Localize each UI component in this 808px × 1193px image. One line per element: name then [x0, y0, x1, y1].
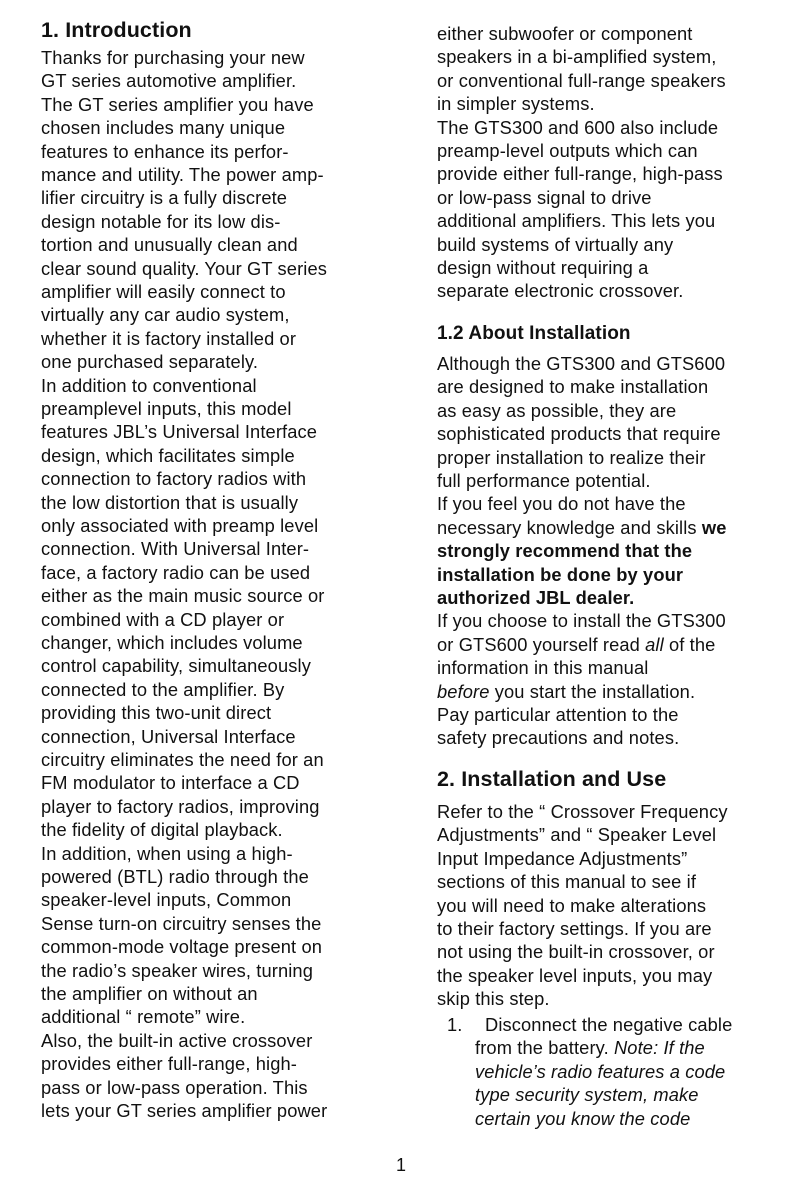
body-line: preamp-level outputs which can [437, 140, 698, 161]
body-line: design notable for its low dis- [41, 210, 281, 232]
body-line: player to factory radios, improving [41, 795, 320, 817]
body-line: either subwoofer or component [437, 23, 693, 44]
body-line: The GT series amplifier you have [41, 93, 314, 115]
body-line: provides either full-range, high- [41, 1053, 297, 1075]
body-line: Refer to the “ Crossover Frequency [437, 801, 728, 822]
body-line: or low-pass signal to drive [437, 186, 652, 208]
body-line: Input Impedance Adjustments” [437, 847, 688, 869]
body-line: information in this manual [437, 657, 649, 679]
body-line: lifier circuitry is a fully discrete [41, 187, 288, 209]
body-line: Also, the built-in active crossover [41, 1029, 313, 1051]
body-line: tortion and unusually clean and [41, 234, 298, 256]
body-line: speakers in a bi-amplified system, [437, 46, 717, 68]
body-line: GT series automotive amplifier. [41, 70, 297, 92]
step-number: 1. [447, 1014, 463, 1035]
body-line: The GTS300 and 600 also include [437, 116, 719, 138]
body-line: amplifier will easily connect to [41, 281, 286, 302]
body-text: you start the installation. [489, 680, 696, 702]
body-line: as easy as possible, they are [437, 399, 677, 421]
body-line: full performance potential. [437, 470, 651, 491]
body-line: connection. With Universal Inter- [41, 538, 310, 560]
italic-text: all [645, 633, 664, 655]
body-line: one purchased separately. [41, 351, 259, 373]
body-text: or GTS600 yourself read [437, 633, 646, 655]
body-line: face, a factory radio can be used [41, 561, 311, 583]
body-line: common-mode voltage present on [41, 936, 323, 958]
body-line: sections of this manual to see if [437, 871, 697, 893]
body-line: design without requiring a [437, 257, 649, 278]
body-line: additional amplifiers. This lets you [437, 210, 716, 232]
body-line: control capability, simultaneously [41, 655, 311, 677]
note-line: type security system, make [475, 1084, 699, 1106]
body-line: you will need to make alterations [437, 894, 707, 916]
recommendation-line: strongly recommend that the [437, 540, 693, 562]
body-line: separate electronic crossover. [437, 280, 684, 302]
body-line: In addition, when using a high- [41, 842, 293, 864]
body-line: lets your GT series amplifier power [41, 1100, 328, 1121]
body-line: whether it is factory installed or [41, 327, 297, 349]
body-line: the amplifier on without an [41, 983, 258, 1004]
body-line: chosen includes many unique [41, 117, 286, 139]
body-line: sophisticated products that require [437, 423, 721, 445]
body-line: skip this step. [437, 988, 550, 1010]
body-line: powered (BTL) radio through the [41, 866, 309, 887]
body-line: combined with a CD player or [41, 608, 285, 630]
body-line: Thanks for purchasing your new [41, 47, 305, 68]
note-text: Note: If the [613, 1037, 705, 1059]
body-line: providing this two-unit direct [41, 702, 272, 724]
body-line: connected to the amplifier. By [41, 678, 285, 700]
note-line: certain you know the code [475, 1107, 691, 1129]
section-heading-installation-and-use: 2. Installation and Use [437, 767, 667, 791]
body-line: preamplevel inputs, this model [41, 398, 292, 419]
body-line: virtually any car audio system, [41, 304, 290, 326]
body-line: Adjustments” and “ Speaker Level [437, 824, 717, 846]
body-line: proper installation to realize their [437, 446, 706, 468]
body-line: features JBL’s Universal Interface [41, 421, 318, 443]
recommendation-line: installation be done by your [437, 563, 684, 585]
body-line: FM modulator to interface a CD [41, 772, 300, 794]
body-line: build systems of virtually any [437, 233, 674, 255]
body-line: mance and utility. The power amp- [41, 164, 324, 185]
body-line: If you choose to install the GTS300 [437, 610, 726, 632]
body-line: not using the built-in crossover, or [437, 941, 715, 963]
body-line: circuitry eliminates the need for an [41, 749, 324, 770]
recommendation-line: authorized JBL dealer. [437, 587, 635, 608]
body-line: or conventional full-range speakers [437, 69, 726, 91]
body-line [437, 633, 715, 656]
body-line: additional “ remote” wire. [41, 1006, 246, 1028]
body-line: pass or low-pass operation. This [41, 1076, 308, 1098]
italic-text: before [437, 680, 490, 702]
body-line: features to enhance its perfor- [41, 140, 289, 162]
body-text: of the [663, 633, 716, 655]
body-line: In addition to conventional [41, 374, 257, 396]
body-line: are designed to make installation [437, 376, 709, 398]
body-line: connection to factory radios with [41, 468, 307, 490]
body-line: connection, Universal Interface [41, 725, 296, 747]
note-line: vehicle’s radio features a code [475, 1060, 726, 1082]
step-1-line [447, 1013, 732, 1036]
body-line: Sense turn-on circuitry senses the [41, 912, 322, 934]
body-line: clear sound quality. Your GT series [41, 257, 328, 279]
body-line [437, 680, 695, 703]
section-heading-introduction: 1. Introduction [41, 18, 192, 42]
body-line: only associated with preamp level [41, 515, 319, 536]
body-line: speaker-level inputs, Common [41, 889, 292, 911]
body-line: either as the main music source or [41, 585, 325, 607]
body-line: provide either full-range, high-pass [437, 163, 723, 185]
body-line: the radio’s speaker wires, turning [41, 959, 314, 981]
body-line: changer, which includes volume [41, 632, 303, 653]
body-line: design, which facilitates simple [41, 444, 295, 466]
body-line: Although the GTS300 and GTS600 [437, 353, 726, 374]
body-line [437, 516, 727, 539]
page-number: 1 [396, 1155, 407, 1175]
step-text: Disconnect the negative cable [485, 1014, 733, 1035]
body-text: necessary knowledge and skills [437, 516, 702, 538]
step-text: from the battery. [475, 1037, 614, 1059]
body-line: to their factory settings. If you are [437, 918, 712, 939]
body-line: safety precautions and notes. [437, 727, 680, 749]
body-line: the speaker level inputs, you may [437, 964, 713, 986]
body-line: Pay particular attention to the [437, 704, 679, 725]
step-line [475, 1036, 705, 1059]
body-line: the low distortion that is usually [41, 491, 299, 513]
section-heading-about-installation: 1.2 About Installation [437, 323, 631, 344]
emphasis-text: we [701, 516, 727, 538]
body-line: in simpler systems. [437, 93, 595, 115]
body-line: If you feel you do not have the [437, 493, 686, 515]
body-line: the fidelity of digital playback. [41, 819, 283, 841]
